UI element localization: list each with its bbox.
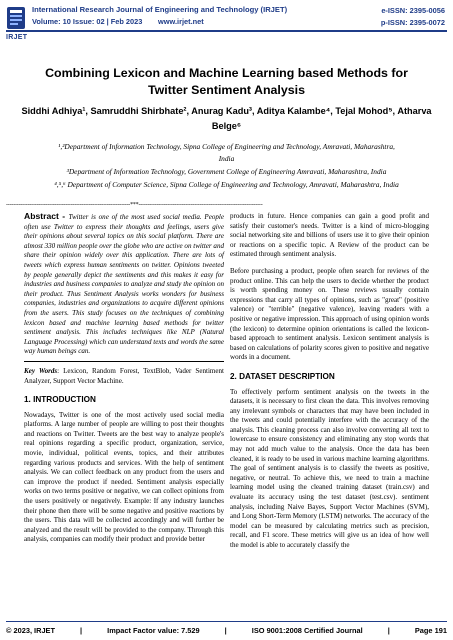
paper-title [20,65,433,99]
abstract-text: Twitter is one of the most used social media. People often use Twitter to express their thoughts and feelings, users give their opinions about several topics on this social platform. There are almost 330 million people over the globe who are active on twitter and share their opinion widely over this application. There are lots of tweets which express human sentiments on twitter. Opinions tweeted by people generally depict the sentiments and this makes it easy for industries and business companies to analyze and study the opinion on their product. Thus Sentiment Analysis works wonders for business companies, industries and organizations to acquire different opinions from the users. This study focuses on the techniques of combining lexicon based and machine learning based methods for twitter sentiment analysis. This includes techniques like NLP (Natural Language Processing) which can understand texts and words the same way human beings can. [24,213,224,356]
keywords-label: Key Words [24,366,58,375]
footer-impact-factor: Impact Factor value: 7.529 [107,626,200,635]
introduction-paragraph: Nowadays, Twitter is one of the most actively used social media platforms. A large number of people are willing to post their thoughts and reactions on Twitter. Tweets are the best way to analyze people's real opinions regarding a specific product, organization, service, movie, individual, political events, topics, and their attributes regarding various products and services. With the help of sentiment analysis. We can collect feedback on any product from the users and can improve the product if needed. Sentiment analysis especially works on two terms positive or negative, we can collect opinions from the users positively or negatively. Example: If any industry launches their phone then there will be some negative and positive reactions by the users. This data will be collected accordingly and will further be analyzed and the result will be provided to the company. Through this analysis, companies can modify their product and provide better [24,410,224,544]
right-paragraph-1: products in future. Hence companies can gain a good profit and satisfy their customer's needs. Twitter is a kind of micro-blogging social networking site and billions of users use it to give their opinion or reactions on a specific topic. A Review of the product can be estimated through sentiment analysis. [230,212,429,259]
volume-issue: Volume: 10 Issue: 02 | Feb 2023 [32,17,143,26]
footer-page-number: Page 191 [414,626,447,635]
journal-name: International Research Journal of Engineering and Technology (IRJET) [32,5,288,14]
footer-copyright: © 2023, IRJET [6,626,55,635]
affiliation-3: ⁴,⁵,⁶ Department of Computer Science, Sipna College of Engineering and Technology, Amravati, Maharashtra, India [54,180,399,189]
dataset-paragraph: To effectively perform sentiment analysis on the tweets in the datasets, it is necessary to first clean the data. This involves removing any irrelevant symbols or characters that may have been included in the tweets and could potentially interfere with the accuracy of the analysis. This cleaning process can also involve converting all text to lowercase to ensure consistency and eliminating any stop words that may not add much value to the analysis. Once the data has been cleaned, it is ready to be used in various machine learning algorithms. The goal of sentiment analysis is to classify the tweets as positive, negative, or neutral. To achieve this, we need to train a machine learning model using the cleaned training dataset (train.csv) and evaluate its accuracy using the test dataset (test.csv). sentiment analysis, including Naive Bayes, Support Vector Machines (SVM), and Long Short-Term Memory (LSTM) networks. The accuracy of the model can be measured by calculating metrics such as precision, recall, and F1 score. These metrics will give us an idea of how well the model is able to accurately classify the [230,387,429,549]
page-footer [6,626,447,635]
eissn: e-ISSN: 2395-0056 [381,6,445,15]
abstract-label: Abstract - [24,211,69,221]
keywords [24,367,224,386]
journal-website-link[interactable]: www.irjet.net [158,17,204,26]
author-list [16,104,437,134]
journal-header [6,4,447,46]
volume-info [32,17,204,26]
abstract-block [24,212,224,362]
keywords-text: : Lexicon, Random Forest, TextBlob, Vader Sentiment Analyzer, Support Vector Machine. [24,366,225,385]
irjet-logo-icon [6,6,26,32]
affiliation-2: ³Department of Information Technology, Government College of Engineering Amravati, Maharashtra, India [66,167,387,176]
logo-text: IRJET [6,34,28,41]
pissn: p-ISSN: 2395-0072 [380,18,445,27]
section-heading-dataset: 2. DATASET DESCRIPTION [230,371,335,381]
title-line: Twitter Sentiment Analysis [148,83,305,97]
footer-separator: | [80,626,83,635]
section-separator: ---------------------------------------------------------------------***--------------------------------------------------------------------- [6,202,263,208]
affiliation-1: ¹,²Department of Information Technology, Sipna College of Engineering and Technology, Amravati, Maharashtra, [58,142,395,151]
authors-line: Belge⁶ [211,121,242,131]
footer-iso: ISO 9001:2008 Certified Journal [251,626,363,635]
title-line: Combining Lexicon and Machine Learning based Methods for [45,66,408,80]
right-paragraph-2: Before purchasing a product, people often search for reviews of the product online. This can help the users to decide whether the product is worth spending money on. These reviews usually contain expressions that carry all types of opinions, such as "great" (positive valence) or "terrible" (negative valence), leaving readers with a positive or negative impression. This approach of using opinion words (the lexicon) to determine opinion orientations is called the lexicon-based approach to sentiment analysis. Lexicon sentiment analysis is based on calculations of polarity scores given to positive and negative words in a document. [230,266,429,362]
right-column [230,212,429,558]
header-divider [6,30,447,32]
issn-block [381,5,445,29]
footer-divider [6,621,447,622]
section-heading-introduction: 1. INTRODUCTION [24,395,96,405]
footer-separator: | [387,626,390,635]
left-column [24,212,224,552]
authors-line: Siddhi Adhiya¹, Samruddhi Shirbhate², Anurag Kadu³, Aditya Kalambe⁴, Tejal Mohod⁵, Atharva [21,106,432,116]
footer-separator: | [224,626,227,635]
affiliation-1-country: India [218,154,235,163]
